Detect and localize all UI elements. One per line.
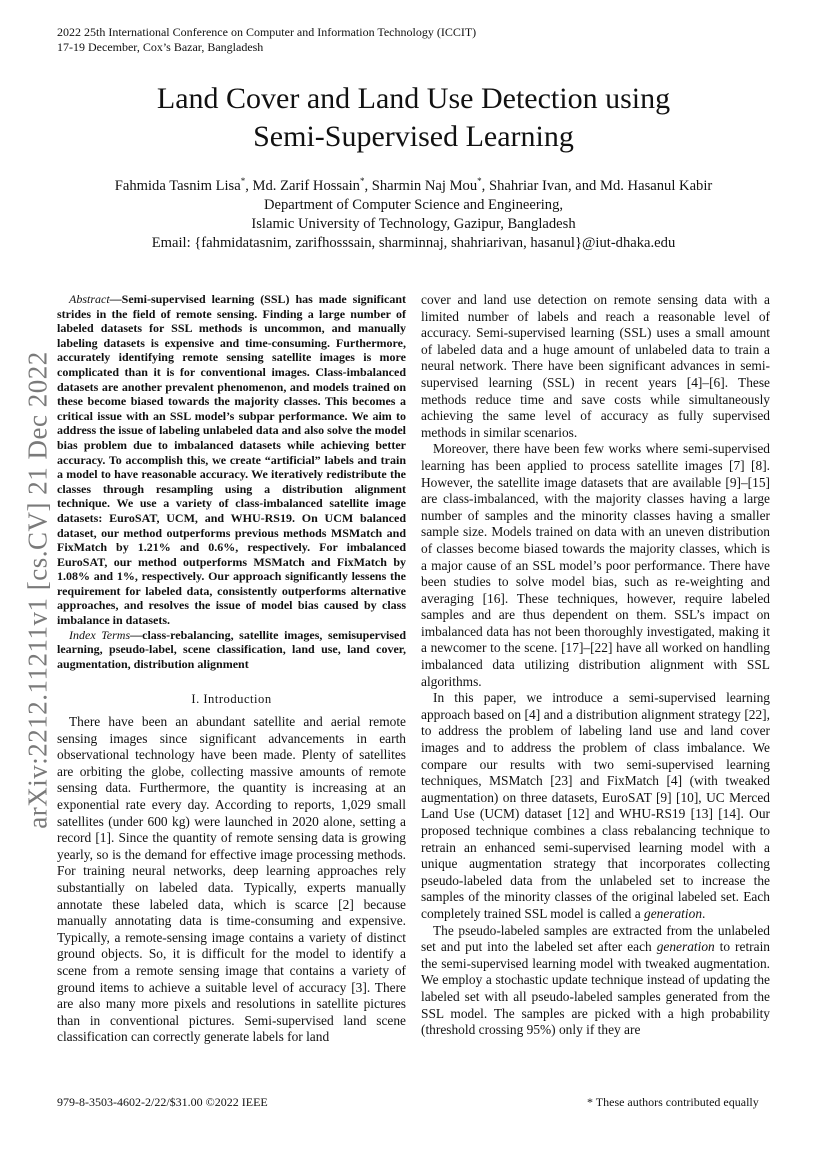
author-4-5: Shahriar Ivan, and Md. Hasanul Kabir (488, 177, 713, 194)
right-column (421, 292, 770, 1039)
conference-date-location: 17-19 December, Cox’s Bazar, Bangladesh (57, 40, 264, 54)
paragraph-text: to retrain the semi-supervised learning model with tweaked augmentation. We employ a stochastic update technique instead of updating the labeled set with all pseudo-labeled samples generated from the SSL model. The samples are picked with a high probability (threshold crossing 95%) only if they are (421, 939, 770, 1038)
intro-paragraph-1-continued: cover and land use detection on remote sensing data with a limited number of labels and reach a reasonable level of accuracy. Semi-supervised learning (SSL) uses a small amount of labeled data and a huge amount of unlabeled data to train a neural network. There have been significant advances in semi-supervised learning (SSL) in recent years [4]–[6]. These methods reduce time and save costs while simultaneously achieving the same level of accuracy as fully supervised methods in similar scenarios. (421, 292, 770, 440)
author-separator: , (364, 177, 372, 194)
equal-contribution-mark: * (477, 176, 482, 186)
author-3: Sharmin Naj Mou (371, 177, 478, 194)
equal-contribution-mark: * (240, 176, 246, 186)
conference-header (57, 25, 476, 55)
author-1: Fahmida Tasnim Lisa (114, 177, 241, 194)
intro-paragraph-3 (421, 690, 770, 922)
university: Islamic University of Technology, Gazipur, Bangladesh (251, 215, 576, 232)
author-block (0, 172, 827, 253)
author-names (0, 172, 827, 196)
intro-paragraph-4 (421, 923, 770, 1039)
index-terms (57, 628, 406, 672)
author-2: Md. Zarif Hossain (252, 177, 360, 194)
author-separator: , (481, 177, 489, 194)
emphasis-generation: generation (656, 939, 715, 955)
title-line-1: Land Cover and Land Use Detection using (156, 82, 671, 115)
abstract-label: Abstract (69, 292, 110, 306)
abstract (57, 292, 406, 628)
author-separator: , (245, 177, 253, 194)
index-terms-label: Index Terms (69, 627, 131, 642)
paragraph-text: . (702, 905, 706, 921)
email-line: Email: {fahmidatasnim, zarifhosssain, sharminnaj, shahriarivan, hasanul}@iut-dhaka.edu (151, 234, 676, 251)
department: Department of Computer Science and Engineering, (263, 196, 564, 213)
left-column (57, 292, 406, 1046)
index-terms-text: —class-rebalancing, satellite images, semisupervised learning, pseudo-label, scene classification, land use, land cover, augmentation, distribution alignment (57, 627, 406, 671)
intro-paragraph-1: There have been an abundant satellite and aerial remote sensing images since significant advancements in earth observational technology have been made. Plenty of satellites are orbiting the globe, collecting massive amounts of remote sensing data. Furthermore, the quantity is increasing at an exponential rate every day. According to reports, 1,029 small satellites (under 600 kg) were launched in 2020 alone, setting a record [1]. Since the quantity of remote sensing data is growing yearly, so is the demand for effective image processing methods. For training neural networks, deep learning approaches rely substantially on labeled data. Typically, experts manually annotate these labeled data, which is scarce [2] because manually annotating data is time-consuming and expensive. Typically, a remote-sensing image contains a variety of distinct ground objects. So, it is difficult for the model to identify a scene from a remote sensing image that contains a variety of ground items to achieve a suitable level of accuracy [3]. There are also many more pixels and resolutions in satellite pictures than in conventional pictures. Semi-supervised land scene classification can correctly generate labels for land (57, 714, 406, 1045)
conference-name: 2022 25th International Conference on Computer and Information Technology (ICCIT) (57, 25, 477, 39)
abstract-text: —Semi-supervised learning (SSL) has made significant strides in the field of remote sensing. Finding a large number of labeled datasets for SSL methods is uncommon, and manually labeling datasets is expensive and time-consuming. Furthermore, accurately identifying remote sensing satellite images is more complicated than it is for conventional images. Class-imbalanced datasets are another prevalent phenomenon, and models trained on these become biased towards the majority classes. This becomes a critical issue with an SSL model’s subpar performance. We aim to address the issue of labeling unlabeled data and also solve the model bias problem due to imbalanced datasets while achieving better accuracy. To accomplish this, we create “artificial” labels and train a model to have reasonable accuracy. We iteratively redistribute the classes through resampling using a distribution alignment technique. We use a variety of class-imbalanced satellite image datasets: EuroSAT, UCM, and WHU-RS19. On UCM balanced dataset, our method outperforms previous methods MSMatch and FixMatch by 1.21% and 0.6%, respectively. For imbalanced EuroSAT, our method outperforms MSMatch and FixMatch by 1.08% and 1%, respectively. Our approach significantly lessens the requirement for labeled data, consistently outperforms alternative approaches, and resolves the issue of model bias caused by class imbalance in datasets. (57, 292, 406, 628)
equal-contribution-mark: * (359, 176, 365, 186)
paragraph-text: In this paper, we introduce a semi-supervised learning approach based on [4] and a distribution alignment strategy [22], to address the problem of labeling land use and land cover images and to address the problem of class imbalance. We compare our results with two semi-supervised learning techniques, MSMatch [23] and FixMatch [4] (with tweaked augmentation) on three datasets, EuroSAT [9] [10], UC Merced Land Use (UCM) dataset [12] and WHU-RS19 [13] [14]. Our proposed technique combines a class rebalancing technique to retrain an enhanced semi-supervised learning model with a unique augmentation strategy that incorporates collecting pseudo-labeled data from the unlabeled set to increase the samples of the minority classes of the original labeled set. Each completely trained SSL model is called a (421, 690, 770, 921)
emphasis-generation: generation (644, 905, 703, 921)
intro-paragraph-2: Moreover, there have been few works where semi-supervised learning has been applied to process satellite images [7] [8]. However, the satellite image datasets that are available [9]–[15] are class-imbalanced, with the majority classes having a large number of samples and the minority classes having a smaller sample size. Models trained on data with an uneven distribution of classes become biased towards the majority classes, which is a major cause of an SSL model’s poor performance. There have been studies to solve model bias, such as re-weighting and averaging [16]. These techniques, however, require labeled samples and are thus dependent on them. SSL’s impact on imbalanced data has not been thoroughly investigated, making it a newcomer to the scene. [17]–[22] have all worked on handling imbalanced data utilizing distribution alignment with SSL algorithms. (421, 441, 770, 689)
paper-title (0, 80, 827, 156)
title-line-2: Semi-Supervised Learning (253, 120, 574, 153)
section-heading-introduction: I. Introduction (191, 692, 272, 707)
arxiv-stamp: arXiv:2212.11211v1 [cs.CV] 21 Dec 2022 (22, 351, 53, 829)
paragraph-text: The pseudo-labeled samples are extracted from the unlabeled set and put into the labeled set after each (421, 922, 770, 955)
equal-contribution-footnote: * These authors contributed equally (587, 1095, 759, 1109)
copyright-footer: 979-8-3503-4602-2/22/$31.00 ©2022 IEEE (57, 1095, 268, 1109)
